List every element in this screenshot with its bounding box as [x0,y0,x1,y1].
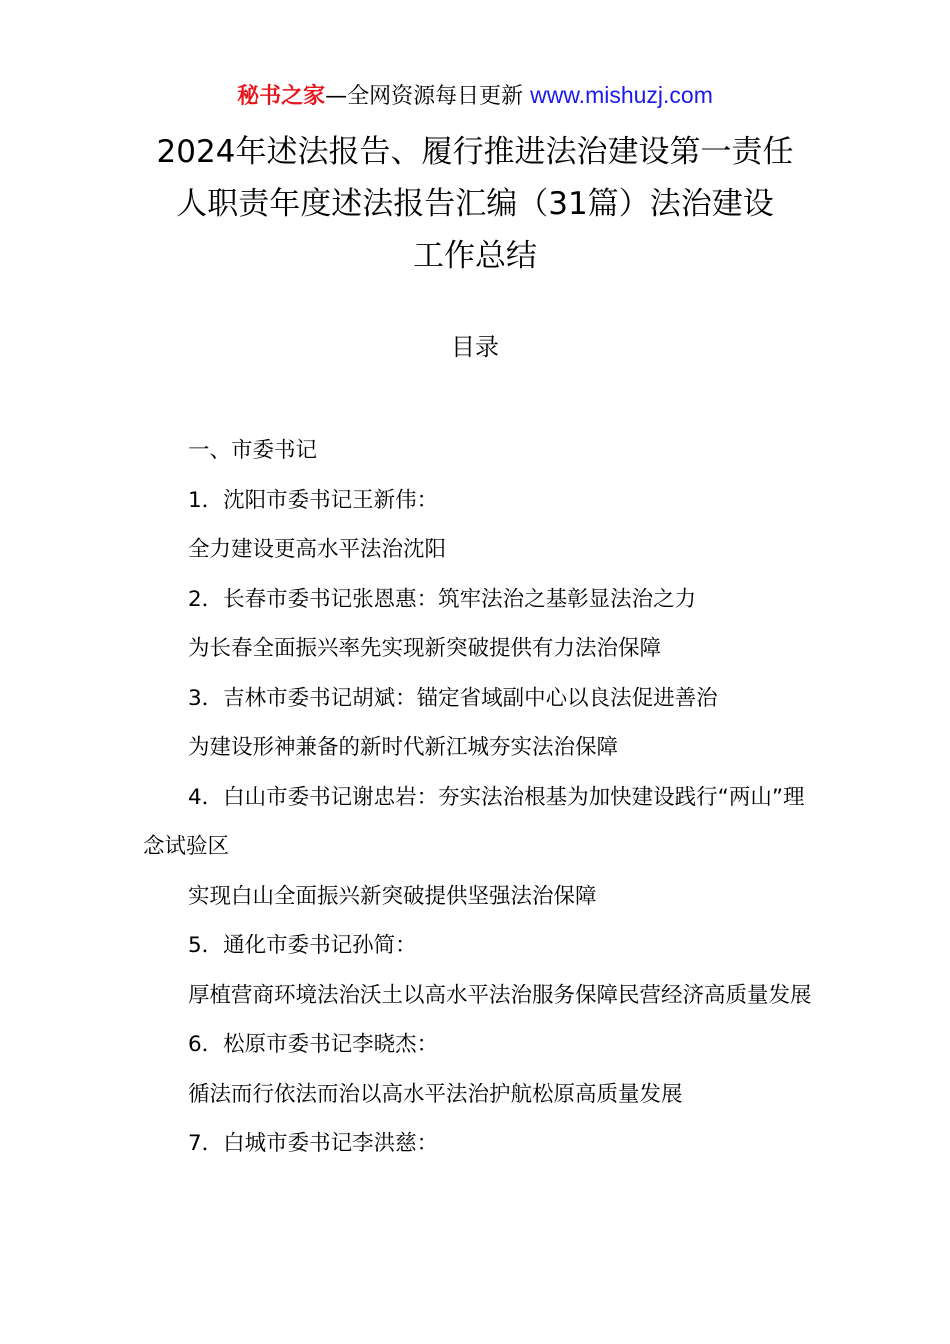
toc-entry[interactable]: 2．长春市委书记张恩惠：筑牢法治之基彰显法治之力 [188,586,697,612]
title-line: 人职责年度述法报告汇编（31篇）法治建设 [176,186,774,222]
title-line: 2024年述法报告、履行推进法治建设第一责任 [156,134,794,170]
toc-entry-subtitle: 全力建设更高水平法治沈阳 [188,537,447,562]
toc-entry-subtitle: 为长春全面振兴率先实现新突破提供有力法治保障 [188,636,662,661]
document-title [140,126,810,282]
toc-entry[interactable]: 5．通化市委书记孙简： [188,933,417,958]
toc-entry[interactable]: 1．沈阳市委书记王新伟： [188,487,439,513]
toc-entry[interactable]: 7．白城市委书记李洪慈： [188,1131,439,1156]
toc-entry-subtitle: 循法而行依法而治以高水平法治护航松原高质量发展 [188,1081,683,1107]
site-brand: 秘书之家 [237,84,326,109]
toc-entry-subtitle: 为建设形神兼备的新时代新江城夯实法治保障 [188,735,619,760]
site-url-link[interactable]: www.mishuzj.com [530,82,713,108]
table-of-contents [143,426,813,1169]
toc-entry-subtitle: 实现白山全面振兴新突破提供坚强法治保障 [188,883,597,909]
title-line: 工作总结 [413,238,537,274]
site-header [0,78,950,114]
toc-entry[interactable]: 3．吉林市委书记胡斌：锚定省域副中心以良法促进善治 [188,685,718,711]
toc-heading: 目录 [451,333,499,361]
site-tagline: —全网资源每日更新 [325,84,524,109]
toc-section-heading: 一、市委书记 [188,438,318,463]
toc-entry-subtitle: 厚植营商环境法治沃土以高水平法治服务保障民营经济高质量发展 [188,982,812,1008]
toc-entry[interactable]: 6．松原市委书记李晓杰： [188,1032,439,1057]
toc-entry[interactable]: 4．白山市委书记谢忠岩：夯实法治根基为加快建设践行“两山”理念试验区 [143,784,805,859]
